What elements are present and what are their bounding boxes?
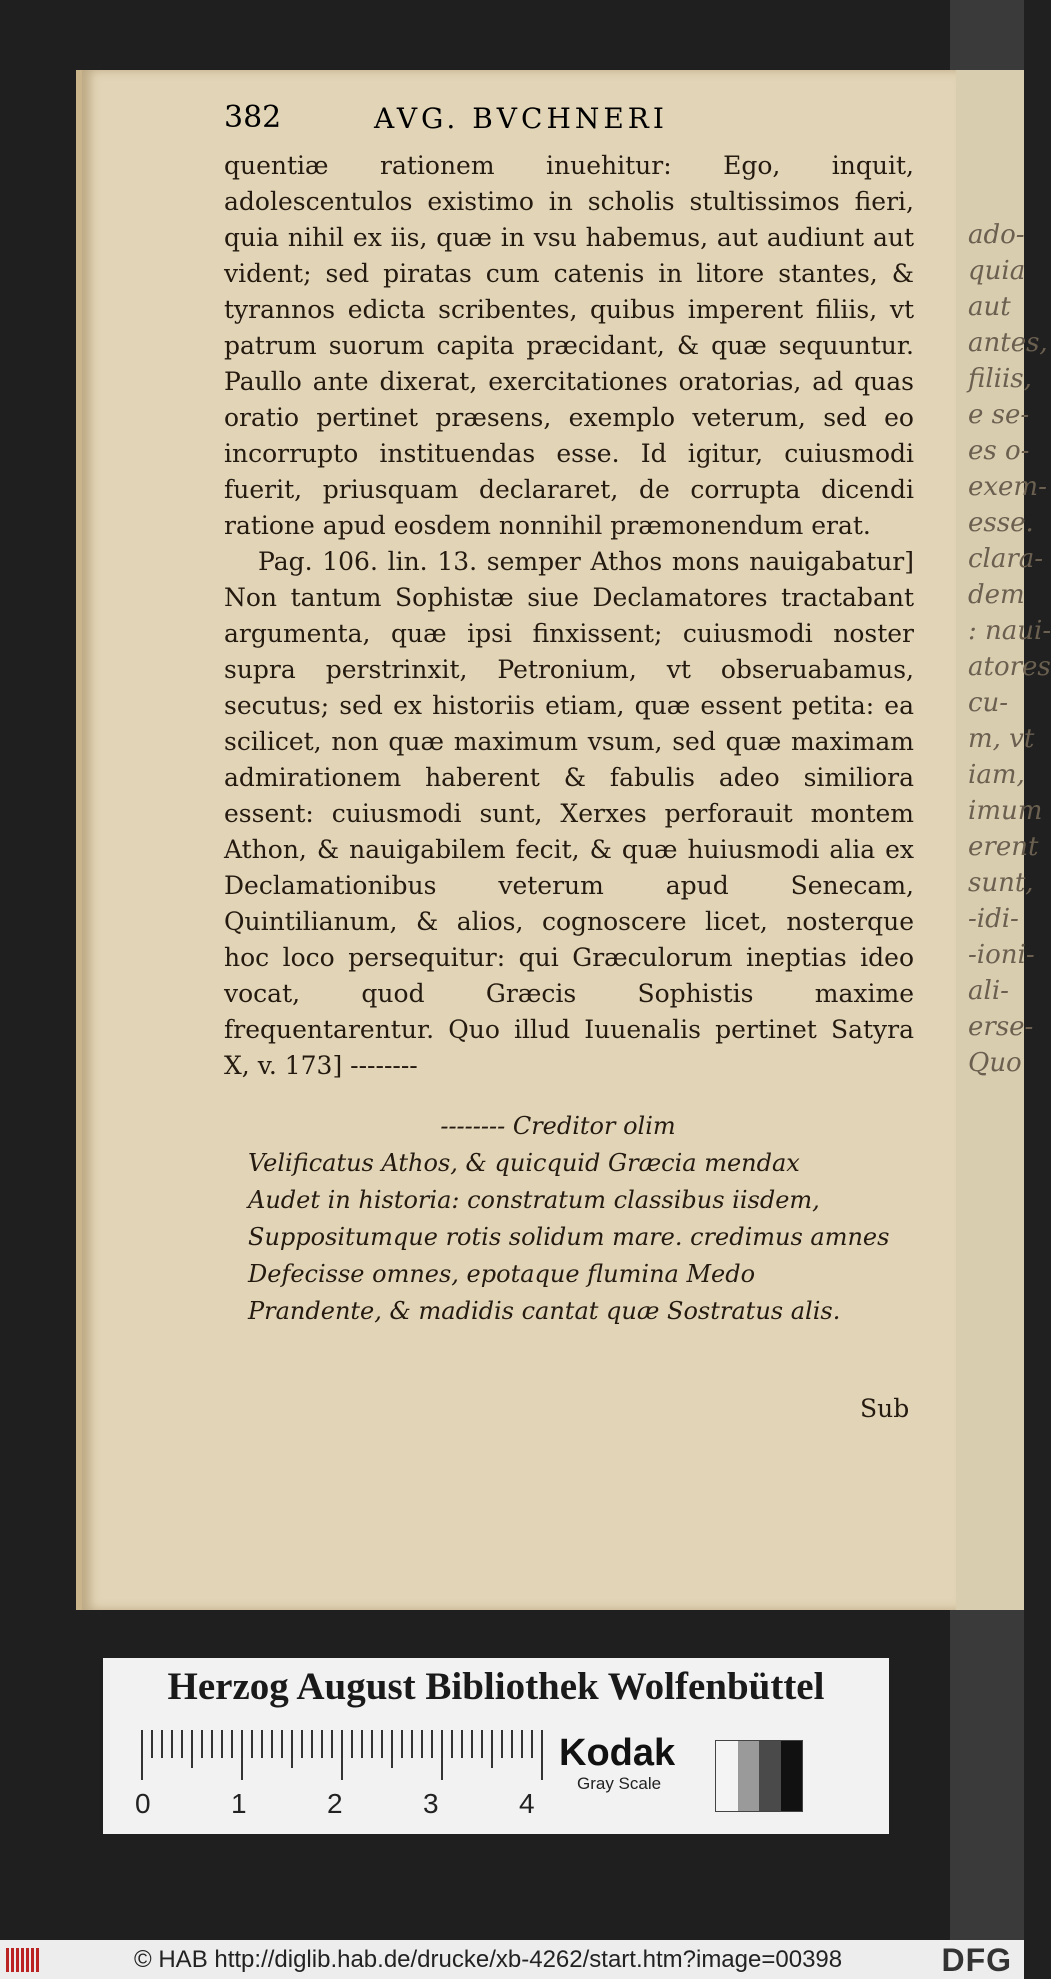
ruler-tick [201,1730,203,1758]
adjacent-page [950,70,1051,1610]
ruler-tick [151,1730,153,1758]
body-text [224,148,914,1084]
ruler-tick [191,1730,193,1768]
ruler-tick [491,1730,493,1768]
running-title: AVG. BVCHNERI [374,102,668,135]
verse-line: -------- Creditor olim [440,1112,676,1140]
verse-line: Velificatus Athos, & quicquid Græcia mendax [248,1149,800,1177]
ruler-tick [511,1730,513,1758]
viewer-footer [0,1940,1024,1979]
verse-line: Prandente, & madidis cantat quæ Sostratus alis. [248,1297,841,1325]
adjacent-page-fragment: atores [968,652,1051,682]
adjacent-page-fragment: -idi- [968,904,1019,934]
verse-line: Suppositumque rotis solidum mare. credimus amnes [248,1223,890,1251]
verse-line: Audet in historia: constratum classibus iisdem, [248,1186,820,1214]
ruler-tick [441,1730,443,1780]
ruler-tick [481,1730,483,1758]
copyright-url: © HAB http://diglib.hab.de/drucke/xb-4262/start.htm?image=00398 [134,1946,843,1973]
hab-barcode-icon [6,1948,46,1972]
adjacent-page-fragment: Quo [968,1048,1022,1078]
ruler-tick [351,1730,353,1758]
color-calibration-card [103,1658,889,1834]
ruler-tick [321,1730,323,1758]
ruler-tick [461,1730,463,1758]
ruler-tick [451,1730,453,1758]
adjacent-page-fragment: m, vt [968,724,1035,754]
verse-quotation [248,1108,890,1330]
ruler-number: 3 [423,1788,439,1819]
page-number: 382 [224,100,282,135]
institution-name: Herzog August Bibliothek Wolfenbüttel [167,1665,825,1708]
ruler-tick [181,1730,183,1758]
adjacent-page-fragment: aut [968,292,1011,322]
adjacent-page-fragment: imum [968,796,1043,826]
ruler-tick [221,1730,223,1758]
ruler-tick [271,1730,273,1758]
ruler-tick [311,1730,313,1758]
ruler-number: 2 [327,1788,343,1819]
ruler-tick [341,1730,343,1780]
adjacent-page-fragment: es o- [968,436,1030,466]
adjacent-page-fragment: exem- [968,472,1047,502]
ruler-tick [331,1730,333,1758]
adjacent-page-fragment: iam, [968,760,1025,790]
ruler-tick [421,1730,423,1758]
adjacent-page-fragment: sunt, [968,868,1034,898]
adjacent-page-fragment: dem [968,580,1025,610]
ruler-tick [231,1730,233,1758]
gray-scale-label: Gray Scale [577,1774,662,1793]
ruler-tick [521,1730,523,1758]
gray-swatch [716,1741,738,1811]
kodak-logo: Kodak [559,1732,676,1774]
ruler-tick [411,1730,413,1758]
ruler-tick [391,1730,393,1768]
dfg-logo: DFG [941,1942,1012,1978]
ruler-tick [211,1730,213,1758]
paragraph: Pag. 106. lin. 13. semper Athos mons nauigabatur] Non tantum Sophistæ siue Declamatores tractabant argumenta, quæ ipsi finxissent; cuiusmodi noster supra perstrinxit, Petronium, vt obseruabamus, secutus; sed ex historiis etiam, quæ essent petita: ea scilicet, non quæ maximum vsum, sed quæ maximam admirationem haberent & fabulis adeo similiora essent: cuiusmodi sunt, Xerxes perforauit montem Athon, & nauigabilem fecit, & quæ huiusmodi alia ex Declamationibus veterum apud Senecam, Quintilianum, & alios, cognoscere licet, nosterque hoc loco persequitur: qui Græculorum ineptias ideo vocat, quod Græcis Sophistis maxime frequentarentur. Quo illud Iuuenalis pertinet Satyra X, v. 173] -------- [224,547,914,1080]
adjacent-page-fragment: filiis, [968,364,1032,394]
ruler-tick [291,1730,293,1768]
adjacent-page-fragment: esse. [968,508,1034,538]
ruler-tick [381,1730,383,1758]
ruler-tick [171,1730,173,1758]
ruler-tick [531,1730,533,1758]
verse-line: Defecisse omnes, epotaque flumina Medo [248,1260,756,1288]
ruler-number: 1 [231,1788,247,1819]
catchword: Sub [860,1394,910,1423]
gray-swatch [738,1741,760,1811]
ruler-tick [301,1730,303,1758]
ruler-number: 4 [519,1788,535,1819]
gray-swatch-strip [715,1740,803,1812]
ruler-tick [251,1730,253,1758]
ruler-tick [281,1730,283,1758]
ruler-tick [371,1730,373,1758]
adjacent-page-fragment: clara- [968,544,1044,574]
ruler-tick [361,1730,363,1758]
adjacent-page-fragment: ali- [968,976,1009,1006]
adjacent-page-fragment: erent [968,832,1039,862]
page-header [224,100,924,140]
ruler-number: 0 [135,1788,151,1819]
ruler-tick [471,1730,473,1758]
adjacent-page-fragment: antes, [968,328,1048,358]
adjacent-page-fragment: cu- [968,688,1009,718]
adjacent-page-fragment: e se- [968,400,1030,430]
ruler-tick [161,1730,163,1758]
adjacent-page-fragment: : naui- [968,616,1051,646]
ruler-tick [431,1730,433,1758]
adjacent-page-fragment: -ioni- [968,940,1035,970]
ruler-tick [501,1730,503,1758]
ruler-tick [141,1730,143,1780]
ruler-tick [261,1730,263,1758]
ruler-tick [541,1730,543,1780]
gray-swatch [759,1741,781,1811]
adjacent-page-fragment: erse- [968,1012,1034,1042]
adjacent-page-fragment: ado- [968,220,1025,250]
ruler-tick [401,1730,403,1758]
ruler-tick [241,1730,243,1780]
adjacent-page-fragment: quia [968,256,1026,286]
paragraph: quentiæ rationem inuehitur: Ego, inquit, adolescentulos existimo in scholis stultissimos fieri, quia nihil ex iis, quæ in vsu habemus, aut audiunt aut vident; sed piratas cum catenis in litore stantes, & tyrannos edicta scribentes, quibus imperent filiis, vt patrum suorum capita præcidant, & quæ sequuntur. Paullo ante dixerat, exercitationes oratorias, ad quas oratio pertinet præsens, exemplo veterum, sed eo incorrupto instituendas esse. Id igitur, cuiusmodi fuerit, priusquam declararet, de corrupta dicendi ratione apud eosdem nonnihil præmonendum erat. [224,151,914,540]
gray-swatch [781,1741,803,1811]
